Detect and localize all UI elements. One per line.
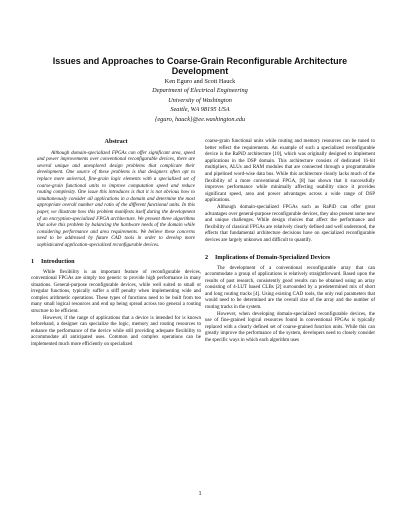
abstract-heading: Abstract	[104, 138, 128, 145]
author-names: Ken Eguro and Scott Hauck	[164, 78, 236, 85]
author-emails: {eguro, hauck}@ee.washington.edu	[154, 115, 246, 123]
section-2-number: 2	[205, 253, 209, 261]
abstract-body: Although domain-specialized FPGAs can offer significant area, speed and power improvements over conventional reconfigurable devices, there are several unique and unexplored design problems that complicate their development. One source of these problems is that designers often opt to replace more universal, fine-grain logic elements with a specialized set of coarse-grain functional units to improve computation speed and reduce routing complexity. One issue this introduces is that it is not obvious how to simultaneously consider all applications in a domain and determine the most appropriate overall number and ratio of the different functional units. In this paper, we illustrate how this problem manifests itself during the development of an encryption-specialized FPGA architecture. We present three algorithms that solve this problem by balancing the hardware needs of the domain while considering performance and area requirements. We believe these concerns need to be addressed by future CAD tools in order to develop more sophisticated application-specialized reconfigurable devices.	[37, 150, 195, 248]
paper-title: Issues and Approaches to Coarse-Grain Reconfigurable Architecture Development	[52, 56, 348, 76]
section-2-heading	[205, 254, 375, 262]
section-1-paragraph-2: However, if the range of applications that a device is intended for is known beforehand, a designer can specialize the logic, memory and routing resources to enhance the performance of the device while still providing adequate flexibility to accommodate all anticipated uses. Common and complex operations can be implemented much more efficiently on specialized	[31, 315, 201, 348]
section-2-title: Implications of Domain-Specialized Devices	[215, 253, 331, 261]
section-1-paragraph-1: While flexibility is an important feature of reconfigurable devices, conventional FPGAs are simply too generic to provide high performance in many situations. General-purpose reconfigurable devices, while well suited to small or irregular functions, typically suffer a stiff penalty when implementing wide and complex arithmetic operations. These types of functions need to be built from too many small logical resources and end up being spread across too general a routing structure to be efficient.	[31, 269, 201, 315]
section-1-paragraph-3: Although domain-specialized FPGAs such as RaPiD can offer great advantages over general-purpose reconfigurable devices, they also present some new and unique challenges. While design choices that affect the performance and flexibility of classical FPGAs are relatively clearly defined and well understood, the effects that fundamental architecture decisions have on specialized reconfigurable devices are largely unknown and difficult to quantify.	[205, 204, 375, 243]
section-1-number: 1	[31, 257, 35, 265]
left-column	[31, 139, 201, 349]
section-2-paragraph-1: The development of a conventional reconfigurable array that can accommodate a group of applications is relatively straightforward. Based upon the results of past research, consistently good results can be obtained using an array consisting of 4-LUT based CLBs [2] surrounded by a predetermined mix of short and long routing tracks [4]. Using existing CAD tools, the only real parameters that would need to be determined are the overall size of the array and the number of routing tracks in the system.	[205, 265, 375, 311]
page-number: 1	[198, 490, 202, 497]
affiliation-university: University of Washington	[168, 96, 232, 104]
author-block	[60, 77, 340, 124]
section-1-paragraph-2-continued: coarse-grain functional units while routing and memory resources can be tuned to better reflect the requirements. An example of such a specialized reconfigurable device is the RaPiD architecture [10], which was originally designed to implement applications in the DSP domain. This architecture consists of dedicated 16-bit multipliers, ALUs and RAM modules that are connected through a programmable and pipelined word-wise data bus. While this architecture clearly lacks much of the flexibility of a more conventional FPGA, [8] has shown that it successfully improves performance while minimally affecting usability since it provides significant speed, area and power advantages across a wide range of DSP applications.	[205, 139, 375, 204]
affiliation-city: Seattle, WA 98195 USA	[170, 106, 230, 114]
right-column	[205, 139, 375, 345]
affiliation-department: Department of Electrical Engineering	[152, 87, 248, 95]
section-2-paragraph-2: However, when developing domain-specialized reconfigurable devices, the use of fine-grained logical resources found in conventional FPGAs is typically replaced with a clearly defined set of coarse-grained function units. While this can greatly improve the performance of the system, developers need to closely consider the specific ways in which each algorithm uses	[205, 311, 375, 344]
section-1-heading	[31, 258, 201, 266]
section-1-title: Introduction	[41, 257, 75, 265]
